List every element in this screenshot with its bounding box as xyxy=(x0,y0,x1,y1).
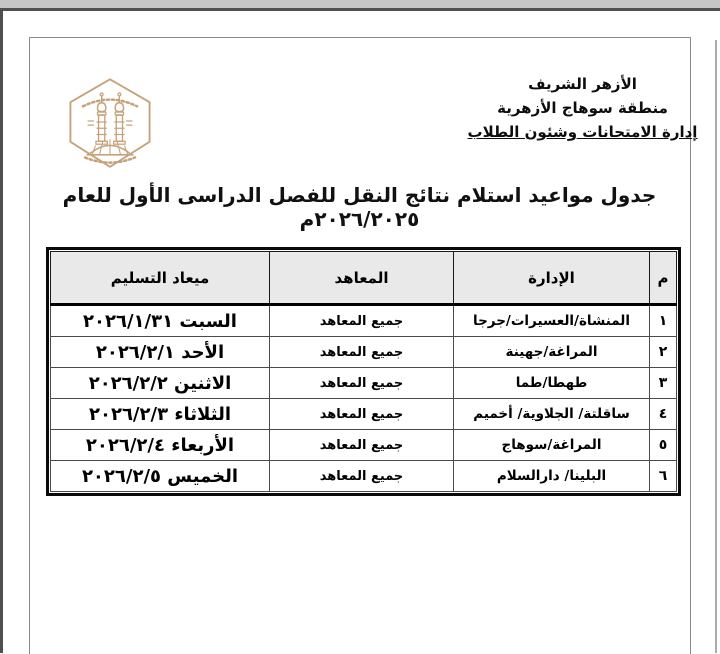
header-serial: م xyxy=(650,252,677,305)
row-number-cell: ١ xyxy=(650,305,677,337)
district-cell: طهطا/طما xyxy=(454,368,650,399)
left-edge-line xyxy=(0,8,3,653)
institutes-cell: جميع المعاهد xyxy=(270,399,454,430)
district-cell: البلينا/ دارالسلام xyxy=(454,461,650,492)
district-cell: ساقلتة/ الجلاوية/ أخميم xyxy=(454,399,650,430)
right-edge-line xyxy=(715,40,717,653)
district-cell: المنشاة/العسيرات/جرجا xyxy=(454,305,650,337)
delivery-date-cell: الأحد ٢٠٢٦/٢/١ xyxy=(51,337,270,368)
al-azhar-emblem-icon xyxy=(60,72,160,172)
row-number-cell: ٣ xyxy=(650,368,677,399)
table-row xyxy=(51,399,677,430)
row-number-cell: ٥ xyxy=(650,430,677,461)
institutes-cell: جميع المعاهد xyxy=(270,368,454,399)
delivery-date-cell: الخميس ٢٠٢٦/٢/٥ xyxy=(51,461,270,492)
letterhead xyxy=(455,72,710,144)
institutes-cell: جميع المعاهد xyxy=(270,461,454,492)
institutes-cell: جميع المعاهد xyxy=(270,337,454,368)
table-row xyxy=(51,337,677,368)
table-header-row xyxy=(51,252,677,305)
delivery-date-cell: السبت ٢٠٢٦/١/٣١ xyxy=(51,305,270,337)
institutes-cell: جميع المعاهد xyxy=(270,430,454,461)
district-cell: المراغة/سوهاج xyxy=(454,430,650,461)
table-row xyxy=(51,305,677,337)
header-delivery-date: ميعاد التسليم xyxy=(51,252,270,305)
schedule-table xyxy=(46,247,681,496)
delivery-date-cell: الاثنين ٢٠٢٦/٢/٢ xyxy=(51,368,270,399)
document-title: جدول مواعيد استلام نتائج النقل للفصل الدراسى الأول للعام ٢٠٢٦/٢٠٢٥م xyxy=(62,183,657,231)
top-strip xyxy=(0,0,720,8)
table-row xyxy=(51,430,677,461)
delivery-date-cell: الثلاثاء ٢٠٢٦/٢/٣ xyxy=(51,399,270,430)
row-number-cell: ٦ xyxy=(650,461,677,492)
district-cell: المراغة/جهينة xyxy=(454,337,650,368)
row-number-cell: ٢ xyxy=(650,337,677,368)
delivery-date-cell: الأربعاء ٢٠٢٦/٢/٤ xyxy=(51,430,270,461)
org-line-2: منطقة سوهاج الأزهرية xyxy=(497,99,668,117)
institutes-cell: جميع المعاهد xyxy=(270,305,454,337)
row-number-cell: ٤ xyxy=(650,399,677,430)
header-district: الإدارة xyxy=(454,252,650,305)
org-line-3: إدارة الامتحانات وشئون الطلاب xyxy=(467,123,698,141)
table-row xyxy=(51,368,677,399)
header-institutes: المعاهد xyxy=(270,252,454,305)
table-row xyxy=(51,461,677,492)
org-line-1: الأزهر الشريف xyxy=(528,75,637,93)
top-edge-line xyxy=(0,8,720,11)
